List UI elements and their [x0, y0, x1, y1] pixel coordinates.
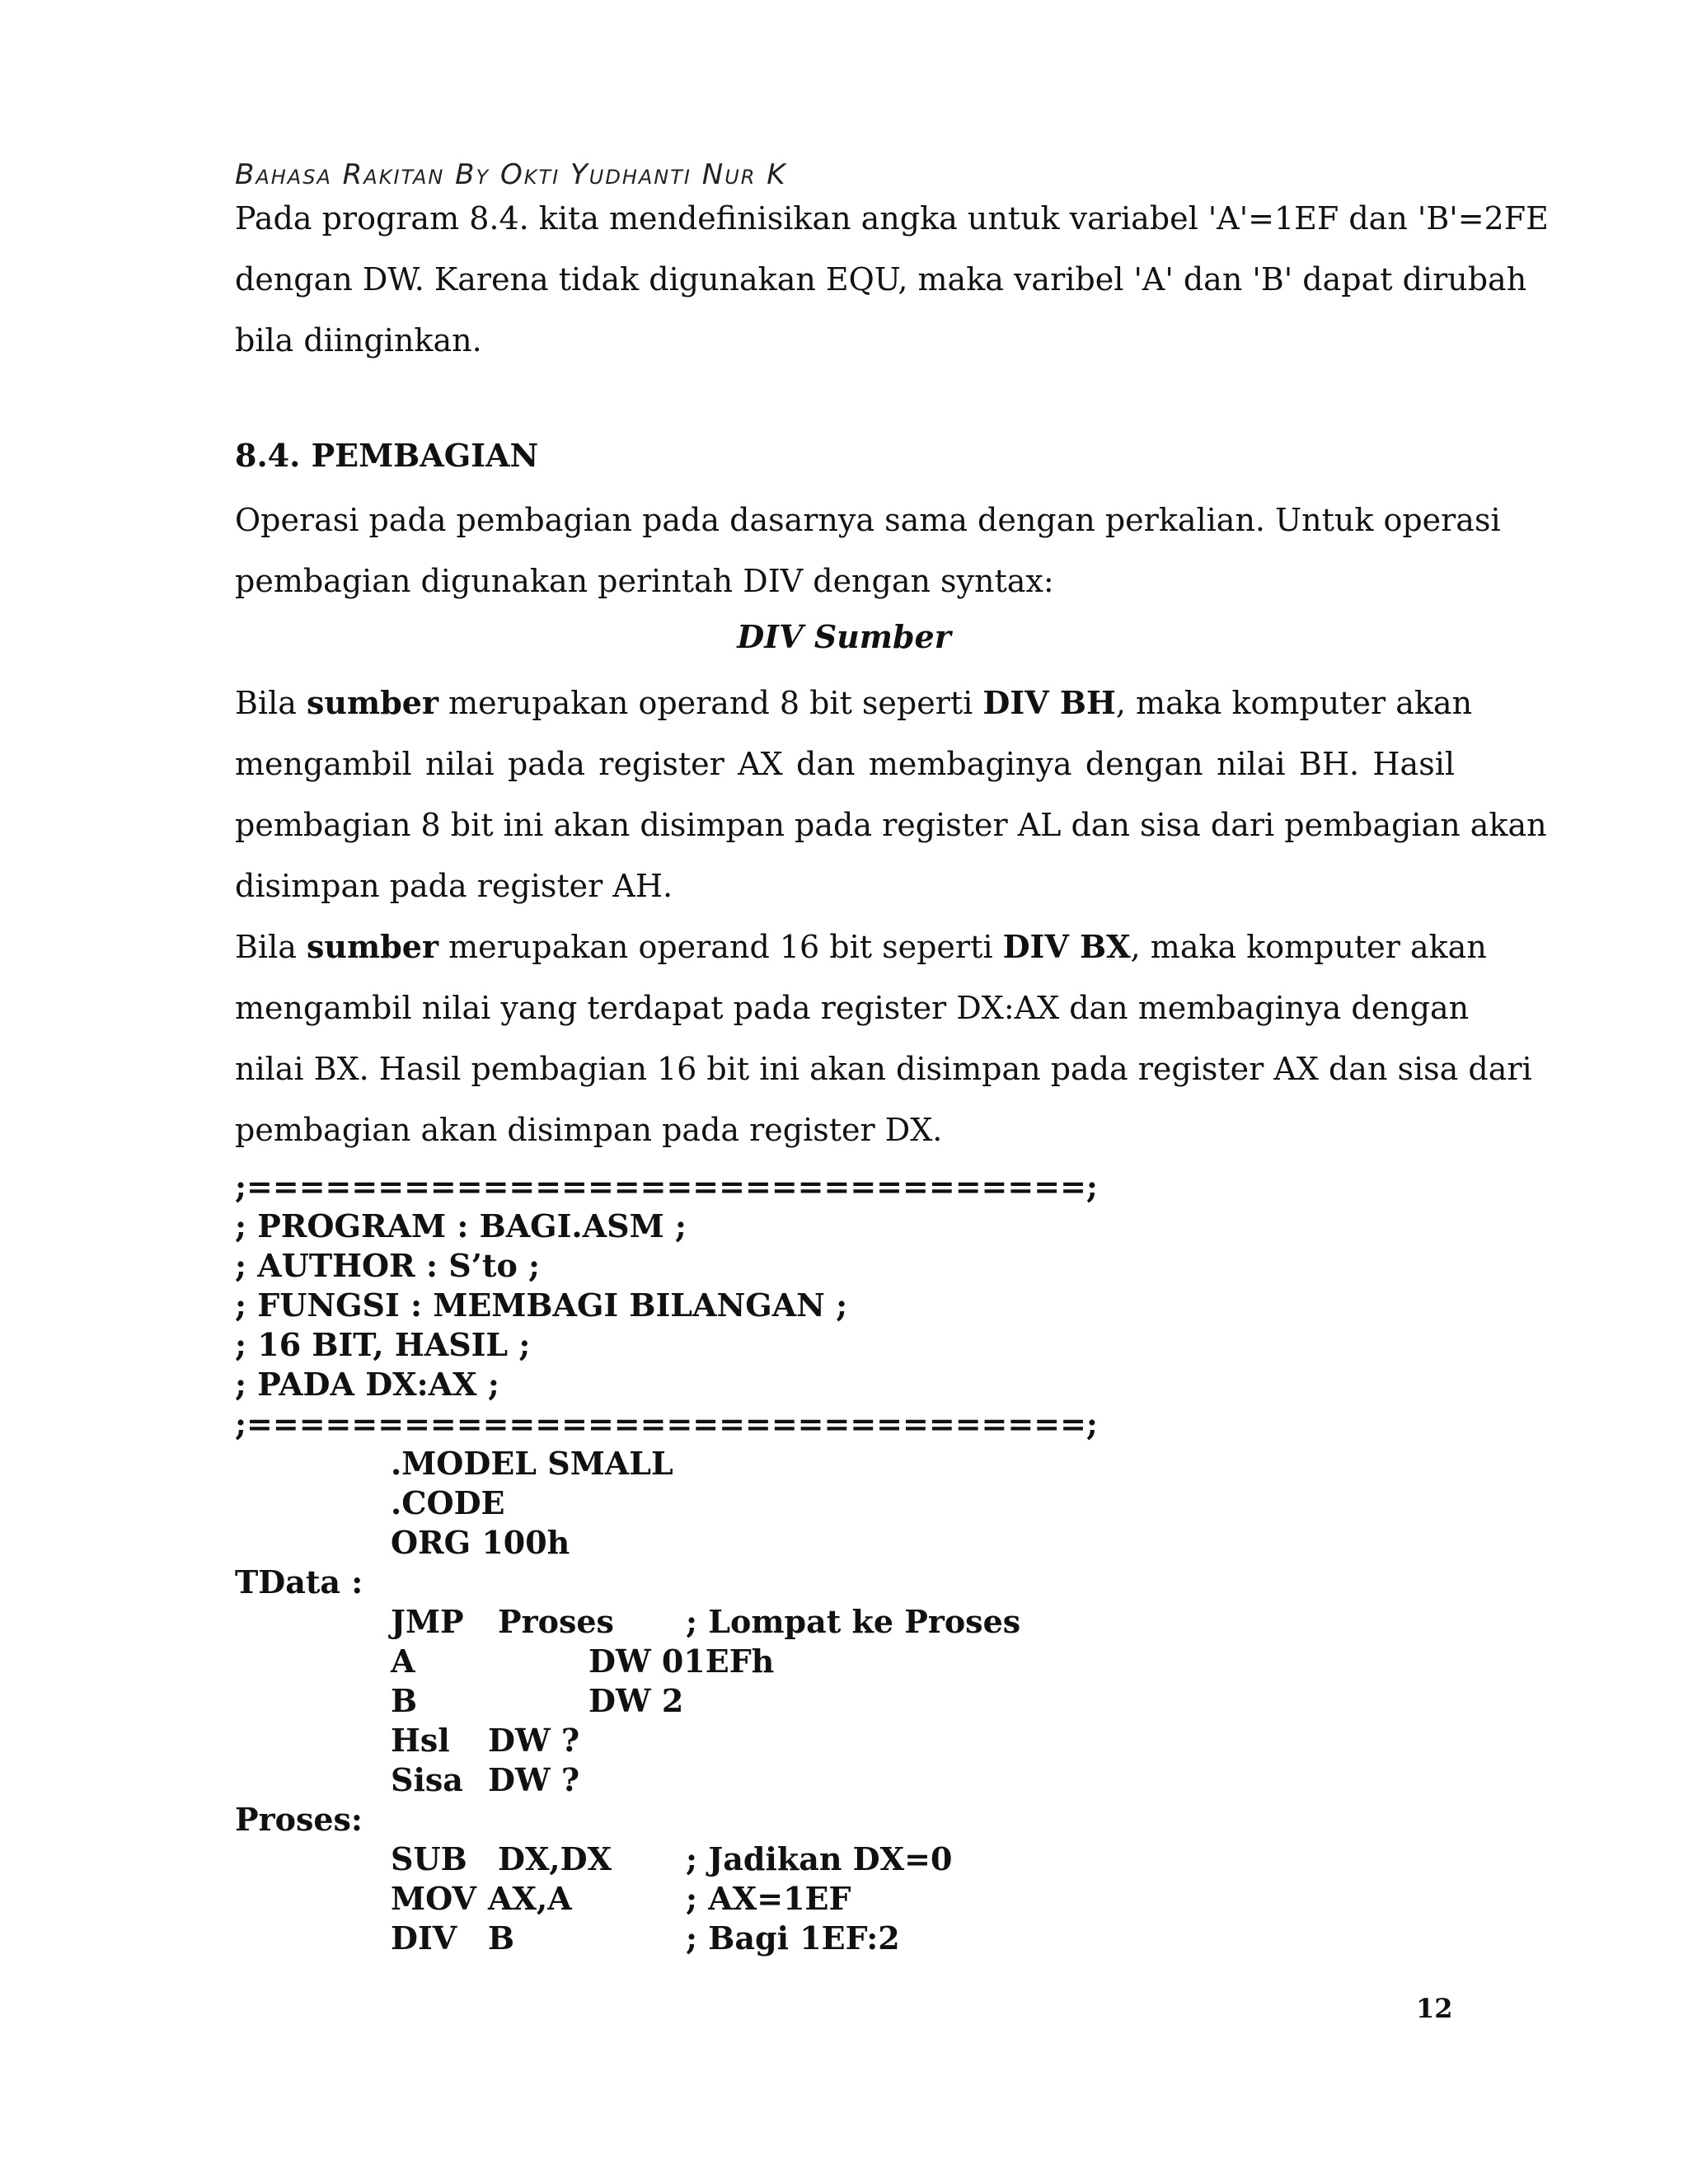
code-mov-arg: AX,A — [488, 1880, 572, 1917]
code-var-hsl-name: Hsl — [391, 1722, 450, 1759]
code-sub-mnemonic: SUB — [391, 1840, 467, 1877]
code-comment-pada: ; PADA DX:AX ; — [235, 1366, 499, 1403]
code-comment-program: ; PROGRAM : BAGI.ASM ; — [235, 1207, 687, 1244]
para16-text-b: , maka komputer akan — [1130, 929, 1487, 965]
para16-bold-div-bx: DIV BX — [1002, 928, 1131, 965]
section-line-2: pembagian digunakan perintah DIV dengan syntax: — [235, 563, 1054, 599]
code-sub-arg: DX,DX — [498, 1840, 612, 1877]
para8-line-4: disimpan pada register AH. — [235, 868, 673, 904]
intro-line-1: Pada program 8.4. kita mendefinisikan angka untuk variabel 'A'=1EF dan 'B'=2FE — [235, 200, 1549, 237]
para8-line-1 — [235, 673, 1473, 733]
page-number: 12 — [1416, 1993, 1453, 2024]
code-jmp-comment: ; Lompat ke Proses — [686, 1603, 1021, 1640]
code-mov-comment: ; AX=1EF — [686, 1880, 851, 1917]
code-comment-16bit: ; 16 BIT, HASIL ; — [235, 1326, 531, 1363]
para8-line-2: mengambil nilai pada register AX dan membaginya dengan nilai BH. Hasil — [235, 746, 1455, 782]
para16-line-2: mengambil nilai yang terdapat pada register DX:AX dan membaginya dengan — [235, 990, 1470, 1026]
para16-line-1 — [235, 916, 1487, 977]
running-header: Bahasa Rakitan By Okti Yudhanti Nur K — [235, 158, 787, 191]
para16-line-4: pembagian akan disimpan pada register DX. — [235, 1112, 943, 1148]
section-intro-paragraph — [235, 490, 1501, 612]
section-heading: 8.4. PEMBAGIAN — [235, 437, 539, 474]
para16-line-3: nilai BX. Hasil pembagian 16 bit ini akan disimpan pada register AX dan sisa dari — [235, 1051, 1532, 1087]
para8-text-b: , maka komputer akan — [1115, 685, 1473, 721]
section-line-1: Operasi pada pembagian pada dasarnya sama dengan perkalian. Untuk operasi — [235, 502, 1501, 538]
code-var-b-def: DW 2 — [588, 1682, 684, 1719]
code-var-hsl-def: DW ? — [488, 1722, 580, 1759]
code-org: ORG 100h — [391, 1524, 570, 1561]
para16-bold-sumber: sumber — [306, 928, 438, 965]
code-code-directive: .CODE — [391, 1484, 505, 1521]
code-var-sisa-def: DW ? — [488, 1761, 580, 1798]
code-jmp-mnemonic: JMP — [391, 1603, 464, 1640]
code-div-arg: B — [488, 1919, 515, 1957]
code-label-tdata: TData : — [235, 1563, 363, 1601]
code-comment-fungsi: ; FUNGSI : MEMBAGI BILANGAN ; — [235, 1286, 848, 1324]
para8-line-3: pembagian 8 bit ini akan disimpan pada register AL dan sisa dari pembagian akan — [235, 807, 1547, 843]
intro-line-2: dengan DW. Karena tidak digunakan EQU, maka varibel 'A' dan 'B' dapat dirubah — [235, 261, 1527, 298]
code-rule-top: ;================================; — [235, 1168, 1098, 1205]
para8-text-a: merupakan operand 8 bit seperti — [448, 685, 973, 721]
code-var-a-def: DW 01EFh — [588, 1643, 775, 1680]
paragraph-16bit — [235, 916, 1532, 1160]
para8-word-bila: Bila — [235, 685, 297, 721]
paragraph-8bit — [235, 673, 1547, 916]
code-sub-comment: ; Jadikan DX=0 — [686, 1840, 953, 1877]
para16-word-bila: Bila — [235, 929, 297, 965]
code-var-sisa-name: Sisa — [391, 1761, 463, 1798]
code-div-mnemonic: DIV — [391, 1919, 457, 1957]
code-var-a-name: A — [391, 1643, 415, 1680]
intro-line-3: bila diinginkan. — [235, 322, 482, 359]
para16-text-a: merupakan operand 16 bit seperti — [448, 929, 993, 965]
code-div-comment: ; Bagi 1EF:2 — [686, 1919, 900, 1957]
code-label-proses: Proses: — [235, 1801, 363, 1838]
code-rule-bottom: ;================================; — [235, 1405, 1098, 1442]
code-comment-author: ; AUTHOR : S’to ; — [235, 1247, 541, 1284]
intro-paragraph — [235, 188, 1549, 371]
para8-bold-div-bh: DIV BH — [982, 684, 1116, 721]
code-jmp-arg: Proses — [498, 1603, 614, 1640]
syntax-line: DIV Sumber — [737, 618, 951, 655]
code-model: .MODEL SMALL — [391, 1445, 673, 1482]
para8-bold-sumber: sumber — [306, 684, 438, 721]
code-mov-mnemonic: MOV — [391, 1880, 476, 1917]
code-var-b-name: B — [391, 1682, 418, 1719]
